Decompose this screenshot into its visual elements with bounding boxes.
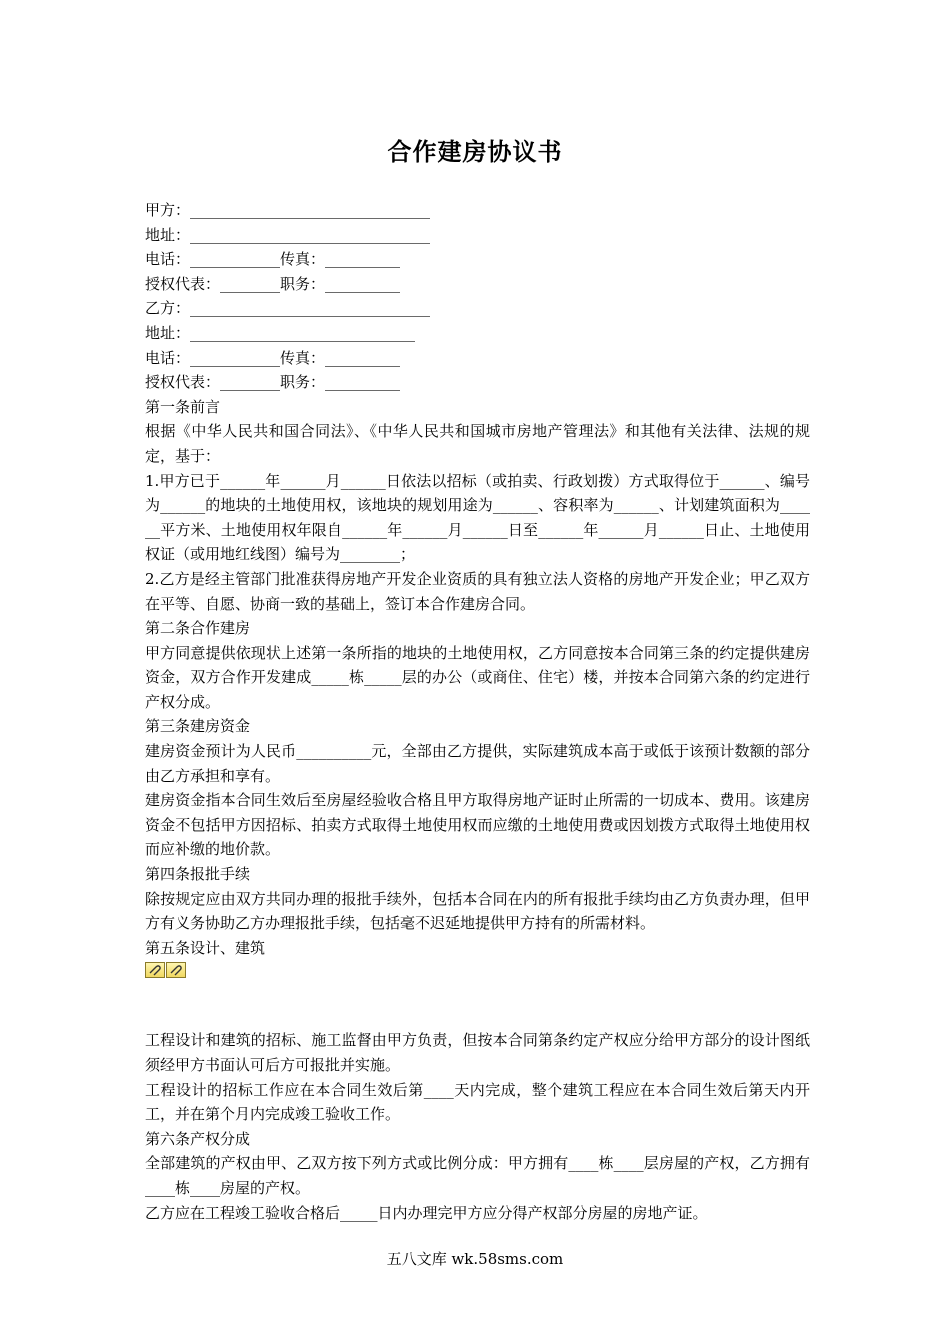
paragraph: 乙方应在工程竣工验收合格后_____日内办理完甲方应分得产权部分房屋的房地产证。 (145, 1203, 708, 1222)
paragraph: 全部建筑的产权由甲、乙双方按下列方式或比例分成：甲方拥有____栋____层房屋的产权，乙方拥有____栋____房屋的产权。 (145, 1154, 810, 1197)
attachment-icon[interactable] (145, 962, 165, 978)
section-heading: 第五条设计、建筑 (145, 938, 266, 957)
party-b-address-line: 地址：______________________________ (145, 323, 416, 342)
paragraph: 工程设计的招标工作应在本合同生效后第____天内完成，整个建筑工程应在本合同生效后第天内开工，并在第个月内完成竣工验收工作。 (145, 1080, 810, 1124)
embedded-object-icons (145, 962, 810, 980)
attachment-icon[interactable] (166, 962, 186, 978)
paragraph: 甲方同意提供依现状上述第一条所指的地块的土地使用权，乙方同意按本合同第三条的约定提供建房资金，双方合作开发建成_____栋_____层的办公（或商住、住宅）楼，并按本合同第六条的约定进行产权分成。 (145, 643, 810, 711)
section-heading: 第六条产权分成 (145, 1129, 251, 1148)
document-body (145, 198, 810, 1225)
paragraph: 2.乙方是经主管部门批准获得房地产开发企业资质的具有独立法人资格的房地产开发企业；甲乙双方在平等、自愿、协商一致的基础上，签订本合作建房合同。 (145, 569, 810, 613)
paragraph: 建房资金预计为人民币__________元，全部由乙方提供，实际建筑成本高于或低于该预计数额的部分由乙方承担和享有。 (145, 742, 810, 785)
party-a-phone-fax-line: 电话：____________传真：__________ (145, 250, 401, 269)
spacer (145, 980, 810, 1028)
section-heading: 第三条建房资金 (145, 717, 251, 736)
paragraph: 除按规定应由双方共同办理的报批手续外，包括本合同在内的所有报批手续均由乙方负责办理，但甲方有义务协助乙方办理报批手续，包括毫不迟延地提供甲方持有的所需材料。 (145, 889, 810, 933)
paragraph: 建房资金指本合同生效后至房屋经验收合格且甲方取得房地产证时止所需的一切成本、费用。该建房资金不包括甲方因招标、拍卖方式取得土地使用权而应缴的土地使用费或因划拨方式取得土地使用权而应补缴的地价款。 (145, 791, 810, 859)
party-a-line: 甲方：________________________________ (145, 201, 431, 219)
party-b-representative-line: 授权代表：________职务：__________ (145, 373, 401, 392)
section-heading: 第二条合作建房 (145, 619, 251, 638)
attachment-icon (169, 964, 183, 976)
party-a-address-line: 地址：________________________________ (145, 225, 431, 244)
paragraph: 工程设计和建筑的招标、施工监督由甲方负责，但按本合同第条约定产权应分给甲方部分的设计图纸须经甲方书面认可后方可报批并实施。 (145, 1031, 810, 1074)
attachment-icon (148, 964, 162, 976)
paragraph: 根据《中华人民共和国合同法》、《中华人民共和国城市房地产管理法》和其他有关法律、法规的规定，基于： (145, 422, 810, 465)
section-heading: 第一条前言 (145, 397, 221, 416)
section-heading: 第四条报批手续 (145, 865, 251, 884)
party-b-phone-fax-line: 电话：____________传真：__________ (145, 348, 401, 367)
paragraph: 1.甲方已于______年______月______日依法以招标（或拍卖、行政划拨）方式取得位于______、编号为______的地块的土地使用权，该地块的规划用途为______、容积率为______、计划建筑面积为______平方米、土地使用权年限自______年______月______日至______年______月______日止、土地使用权证（或用地红线图）编号为________； (145, 471, 810, 564)
document-title: 合作建房协议书 (387, 137, 563, 166)
party-a-representative-line: 授权代表：________职务：__________ (145, 274, 401, 293)
party-b-line: 乙方：________________________________ (145, 299, 431, 318)
footer-watermark: 五八文库 wk.58sms.com (386, 1250, 564, 1268)
